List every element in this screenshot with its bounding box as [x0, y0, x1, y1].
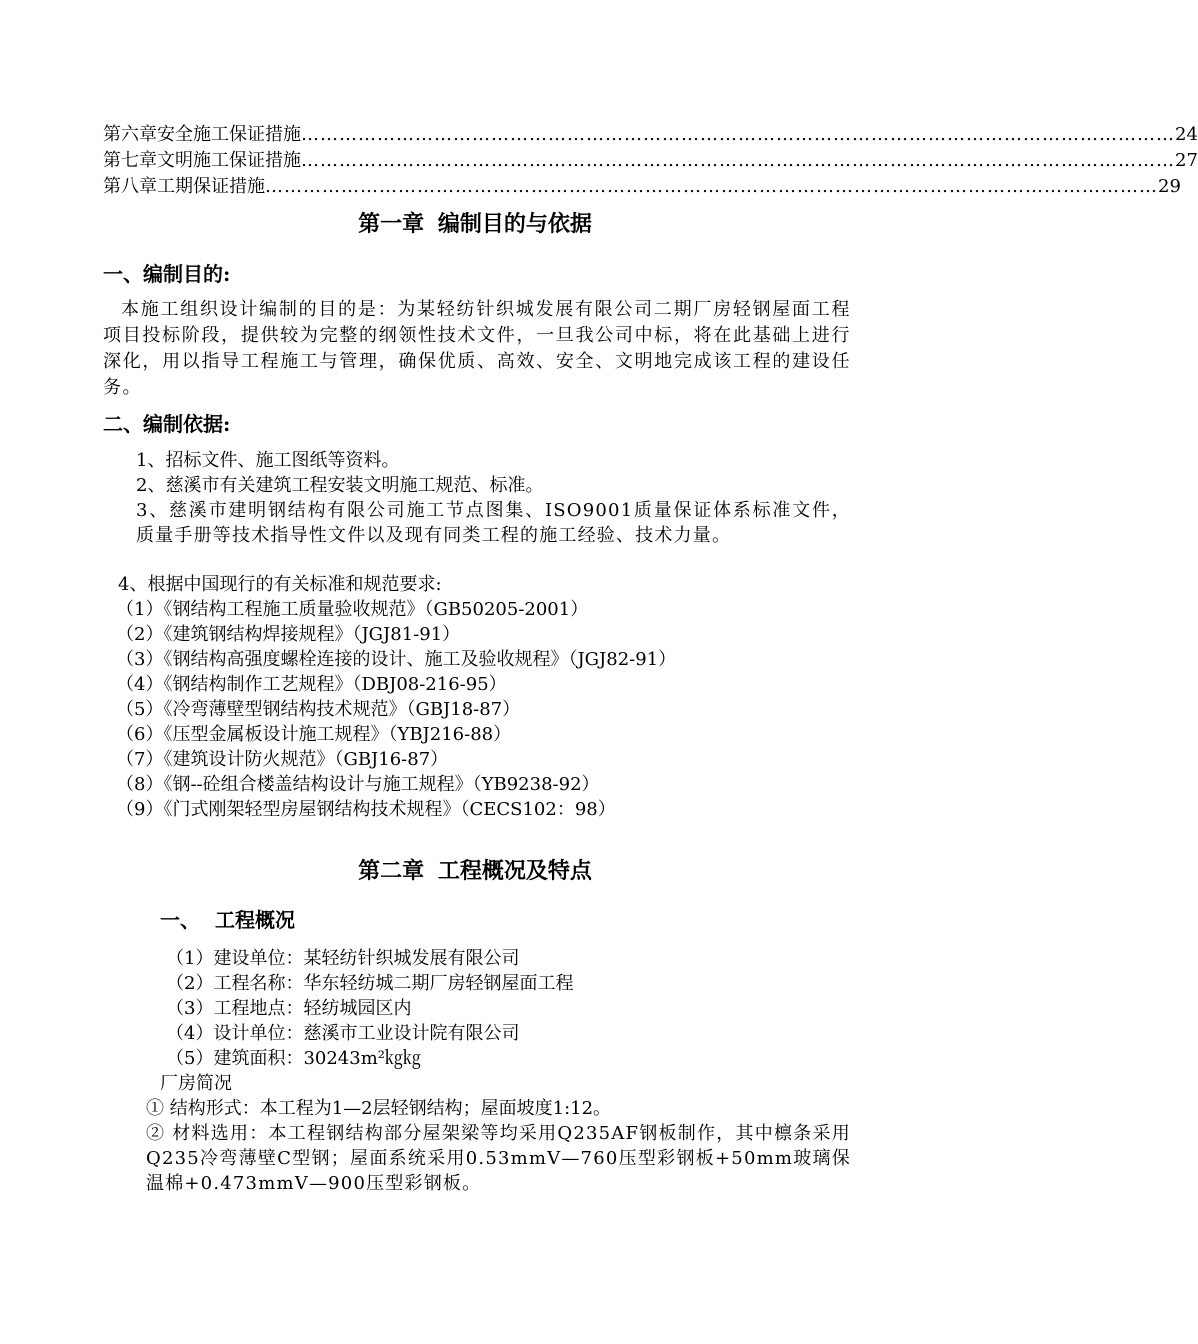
toc-row[interactable]: [103, 174, 1181, 200]
section-heading: 一、 工程概况: [160, 908, 295, 932]
standard-item: （2）《建筑钢结构焊接规程》（JGJ81-91）: [116, 624, 461, 645]
toc-chapter: 第七章: [103, 150, 157, 171]
standard-item: （9）《门式刚架轻型房屋钢结构技术规程》（CECS102：98）: [116, 799, 616, 820]
toc-chapter: 第六章: [103, 124, 157, 145]
overview-item: （3）工程地点：轻纺城园区内: [166, 998, 412, 1019]
overview-item: （1）建设单位：某轻纺针织城发展有限公司: [166, 948, 520, 969]
overview-item: （4）设计单位：慈溪市工业设计院有限公司: [166, 1023, 520, 1044]
standard-item: （4）《钢结构制作工艺规程》（DBJ08-216-95）: [116, 674, 507, 695]
basis-item: 2、慈溪市有关建筑工程安装文明施工规范、标准。: [136, 475, 544, 496]
purpose-paragraph: 本施工组织设计编制的目的是：为某轻纺针织城发展有限公司二期厂房轻钢屋面工程项目投标阶段，提供较为完整的纲领性技术文件，一旦我公司中标，将在此基础上进行深化，用以指导工程施工与管理，确保优质、高效、安全、文明地完成该工程的建设任务。: [103, 299, 851, 398]
standard-item: （5）《冷弯薄壁型钢结构技术规范》（GBJ18-87）: [116, 699, 521, 720]
overview-item: （2）工程名称：华东轻纺城二期厂房轻钢屋面工程: [166, 973, 574, 994]
section-heading: 一、编制目的:: [103, 262, 231, 286]
chapter-title: 第一章 编制目的与依据: [358, 211, 592, 237]
toc-leader: ……………………………………………………………………………………………………………………………: [265, 176, 1158, 197]
toc-page-number: 27: [1175, 150, 1198, 171]
section-heading: 二、编制依据:: [103, 412, 231, 436]
standard-item: （1）《钢结构工程施工质量验收规范》（GB50205-2001）: [116, 599, 589, 620]
toc-leader: …………………………………………………………………………………………………………………………: [301, 150, 1175, 171]
toc-chapter: 第八章: [103, 176, 157, 197]
toc-leader: …………………………………………………………………………………………………………………………: [301, 124, 1175, 145]
toc-title: 工期保证措施: [157, 176, 265, 197]
toc-title: 安全施工保证措施: [157, 124, 301, 145]
toc-row[interactable]: [103, 122, 1198, 148]
standard-item: （6）《压型金属板设计施工规程》（YBJ216-88）: [116, 724, 512, 745]
standard-item: （8）《钢--砼组合楼盖结构设计与施工规程》（YB9238-92）: [116, 774, 600, 795]
structure-text: ① 结构形式：本工程为1—2层轻钢结构；屋面坡度1:12。: [146, 1098, 612, 1119]
basis-item: 3、慈溪市建明钢结构有限公司施工节点图集、ISO9001质量保证体系标准文件，质量手册等技术指导性文件以及现有同类工程的施工经验、技术力量。: [136, 500, 851, 546]
material-text: ② 材料选用：本工程钢结构部分屋架梁等均采用Q235AF钢板制作，其中檩条采用Q235冷弯薄壁C型钢；屋面系统采用0.53mmV—760压型彩钢板+50mm玻璃保温棉+0.473mmV—900压型彩钢板。: [146, 1123, 851, 1194]
toc-page-number: 24: [1175, 124, 1198, 145]
chapter-title: 第二章 工程概况及特点: [358, 858, 592, 884]
toc-page-number: 29: [1158, 176, 1181, 197]
subheading: 厂房简况: [160, 1073, 232, 1094]
basis-item: 1、招标文件、施工图纸等资料。: [136, 450, 400, 471]
basis-item: 4、根据中国现行的有关标准和规范要求:: [118, 574, 442, 595]
standard-item: （7）《建筑设计防火规范》（GBJ16-87）: [116, 749, 449, 770]
toc-row[interactable]: [103, 148, 1198, 174]
standard-item: （3）《钢结构高强度螺栓连接的设计、施工及验收规程》（JGJ82-91）: [116, 649, 677, 670]
overview-item: （5）建筑面积：30243m²㎏㎏: [166, 1048, 421, 1069]
toc-title: 文明施工保证措施: [157, 150, 301, 171]
